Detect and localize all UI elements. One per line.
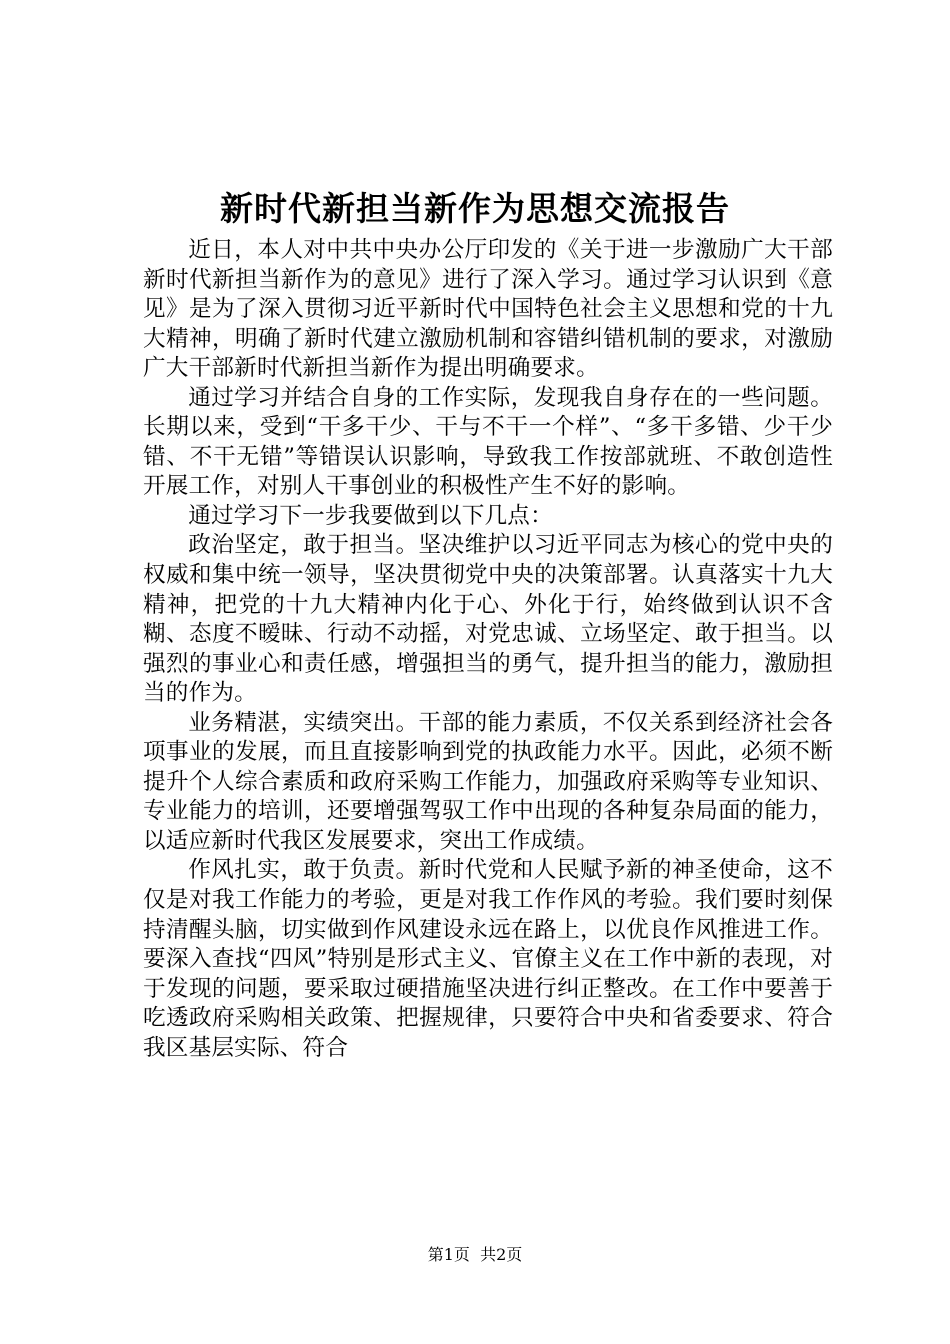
page-footer (0, 1245, 950, 1265)
paragraph-4: 政治坚定，敢于担当。坚决维护以习近平同志为核心的党中央的权威和集中统一领导，坚决贯彻党中央的决策部署。认真落实十九大精神，把党的十九大精神内化于心、外化于行，始终做到认识不含糊、态度不暧昧、行动不动摇，对党忠诚、立场坚定、敢于担当。以强烈的事业心和责任感，增强担当的勇气，提升担当的能力，激励担当的作为。 (143, 532, 833, 707)
paragraph-6: 作风扎实，敢于负责。新时代党和人民赋予新的神圣使命，这不仅是对我工作能力的考验，更是对我工作作风的考验。我们要时刻保持清醒头脑，切实做到作风建设永远在路上，以优良作风推进工作。要深入查找“四风”特别是形式主义、官僚主义在工作中新的表现，对于发现的问题，要采取过硬措施坚决进行纠正整改。在工作中要善于吃透政府采购相关政策、把握规律，只要符合中央和省委要求、符合我区基层实际、符合 (143, 857, 833, 1061)
page-number: 第1页 (427, 1245, 470, 1264)
paragraph-1: 近日，本人对中共中央办公厅印发的《关于进一步激励广大干部新时代新担当新作为的意见》进行了深入学习。通过学习认识到《意见》是为了深入贯彻习近平新时代中国特色社会主义思想和党的十九大精神，明确了新时代建立激励机制和容错纠错机制的要求，对激励广大干部新时代新担当新作为提出明确要求。 (143, 237, 833, 382)
document-body (143, 236, 833, 1063)
paragraph-2: 通过学习并结合自身的工作实际，发现我自身存在的一些问题。长期以来，受到“干多干少、干与不干一个样”、“多干多错、少干少错、不干无错”等错误认识影响，导致我工作按部就班、不敢创造性开展工作，对别人干事创业的积极性产生不好的影响。 (143, 384, 833, 500)
footer-spacer (470, 1245, 480, 1264)
document-title: 新时代新担当新作为思想交流报告 (220, 189, 730, 228)
paragraph-3: 通过学习下一步我要做到以下几点： (188, 502, 553, 529)
page-total: 共2页 (480, 1245, 523, 1264)
paragraph-5: 业务精湛，实绩突出。干部的能力素质，不仅关系到经济社会各项事业的发展，而且直接影响到党的执政能力水平。因此，必须不断提升个人综合素质和政府采购工作能力，加强政府采购等专业知识、专业能力的培训，还要增强驾驭工作中出现的各种复杂局面的能力，以适应新时代我区发展要求，突出工作成绩。 (143, 709, 833, 854)
